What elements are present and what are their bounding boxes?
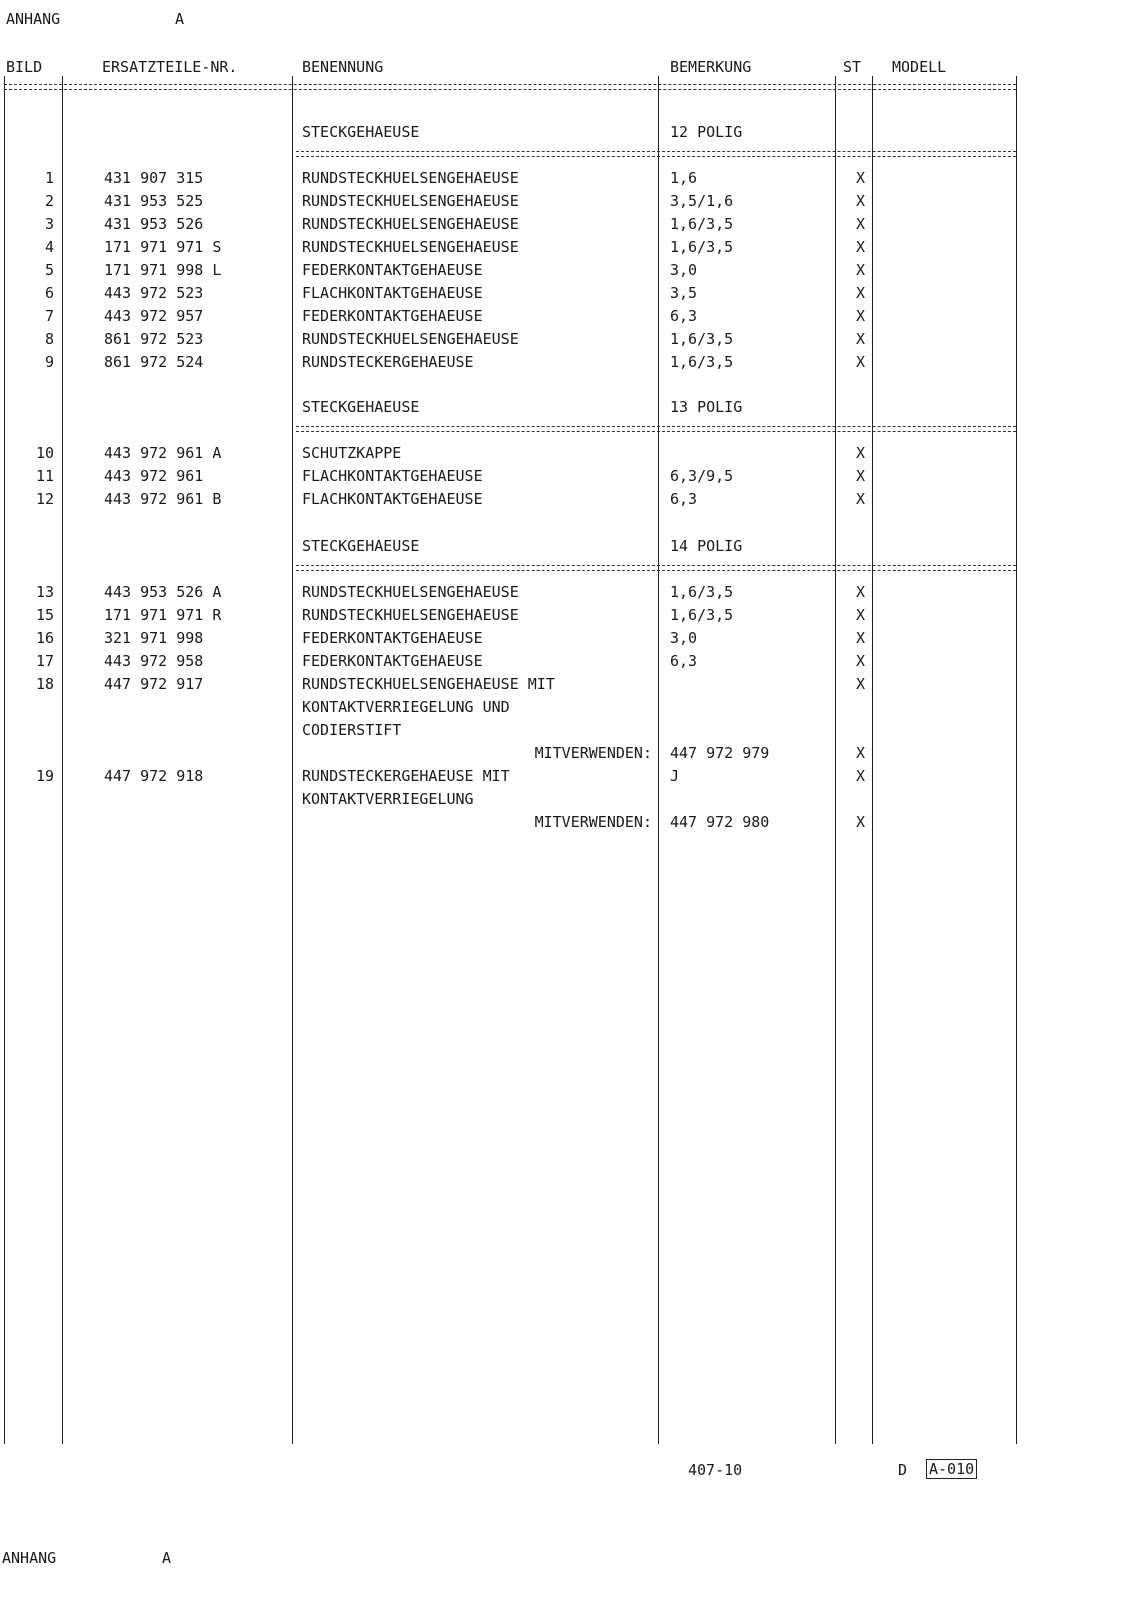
- row-st: X: [856, 583, 866, 601]
- row-bild: 11: [35, 467, 54, 485]
- row-name: KONTAKTVERRIEGELUNG: [302, 790, 474, 808]
- group-separator: [296, 151, 1016, 152]
- col-model: MODELL: [892, 58, 947, 76]
- column-line: [658, 76, 659, 1444]
- row-st: X: [856, 330, 866, 348]
- group-title: STECKGEHAEUSE: [302, 537, 420, 555]
- row-remark: 1,6/3,5: [670, 330, 734, 348]
- row-part-number: 431 953 526: [104, 215, 204, 233]
- bottom-title: ANHANG: [2, 1549, 57, 1567]
- row-remark: 1,6/3,5: [670, 238, 734, 256]
- row-part-number: 443 972 961 A: [104, 444, 222, 462]
- col-bild: BILD: [6, 58, 43, 76]
- col-st: ST: [843, 58, 862, 76]
- row-name: RUNDSTECKHUELSENGEHAEUSE: [302, 606, 519, 624]
- row-bild: 10: [35, 444, 54, 462]
- row-remark: 1,6/3,5: [670, 353, 734, 371]
- row-remark: 6,3/9,5: [670, 467, 734, 485]
- group-separator: [296, 431, 1016, 432]
- row-name: FLACHKONTAKTGEHAEUSE: [302, 467, 483, 485]
- row-bild: 6: [44, 284, 54, 302]
- row-part-number: 443 972 957: [104, 307, 204, 325]
- row-name: FEDERKONTAKTGEHAEUSE: [302, 629, 483, 647]
- row-remark: 6,3: [670, 490, 698, 508]
- row-name: RUNDSTECKHUELSENGEHAEUSE: [302, 192, 519, 210]
- row-remark: 1,6/3,5: [670, 583, 734, 601]
- page-number: 407-10: [688, 1461, 743, 1479]
- row-name: RUNDSTECKHUELSENGEHAEUSE MIT: [302, 675, 555, 693]
- row-part-number: 171 971 971 S: [104, 238, 222, 256]
- row-part-number: 447 972 918: [104, 767, 204, 785]
- row-st: X: [856, 606, 866, 624]
- col-remark: BEMERKUNG: [670, 58, 752, 76]
- column-line: [872, 76, 873, 1444]
- row-part-number: 443 972 523: [104, 284, 204, 302]
- row-remark: 1,6: [670, 169, 698, 187]
- row-st: X: [856, 629, 866, 647]
- col-part-no: ERSATZTEILE-NR.: [102, 58, 238, 76]
- column-line: [835, 76, 836, 1444]
- row-remark: 6,3: [670, 652, 698, 670]
- row-name: FEDERKONTAKTGEHAEUSE: [302, 652, 483, 670]
- row-part-number: 443 953 526 A: [104, 583, 222, 601]
- row-name: FLACHKONTAKTGEHAEUSE: [302, 490, 483, 508]
- section-code: A-010: [926, 1459, 977, 1479]
- row-remark: 3,5/1,6: [670, 192, 734, 210]
- row-bild: 8: [44, 330, 54, 348]
- language-code: D: [898, 1461, 908, 1479]
- group-separator: [296, 570, 1016, 571]
- row-remark: 447 972 979: [670, 744, 770, 762]
- row-bild: 15: [35, 606, 54, 624]
- group-remark: 13 POLIG: [670, 398, 743, 416]
- header-section: A: [175, 10, 185, 28]
- group-title: STECKGEHAEUSE: [302, 398, 420, 416]
- row-name: RUNDSTECKHUELSENGEHAEUSE: [302, 215, 519, 233]
- column-line: [4, 76, 5, 1444]
- row-st: X: [856, 169, 866, 187]
- row-part-number: 443 972 961 B: [104, 490, 222, 508]
- row-part-number: 443 972 961: [104, 467, 204, 485]
- row-st: X: [856, 767, 866, 785]
- row-st: X: [856, 744, 866, 762]
- row-remark: 1,6/3,5: [670, 215, 734, 233]
- row-part-number: 447 972 917: [104, 675, 204, 693]
- row-name: FEDERKONTAKTGEHAEUSE: [302, 307, 483, 325]
- row-bild: 2: [44, 192, 54, 210]
- row-st: X: [856, 238, 866, 256]
- row-remark: 3,5: [670, 284, 698, 302]
- row-remark: 3,0: [670, 261, 698, 279]
- row-name: RUNDSTECKHUELSENGEHAEUSE: [302, 330, 519, 348]
- row-name: RUNDSTECKERGEHAEUSE MIT: [302, 767, 510, 785]
- row-bild: 5: [44, 261, 54, 279]
- row-bild: 3: [44, 215, 54, 233]
- row-remark: J: [670, 767, 680, 785]
- row-st: X: [856, 444, 866, 462]
- group-separator: [296, 565, 1016, 566]
- row-st: X: [856, 652, 866, 670]
- row-part-number: 171 971 971 R: [104, 606, 222, 624]
- row-name: RUNDSTECKERGEHAEUSE: [302, 353, 474, 371]
- row-part-number: 321 971 998: [104, 629, 204, 647]
- row-st: X: [856, 307, 866, 325]
- row-part-number: 171 971 998 L: [104, 261, 222, 279]
- row-bild: 16: [35, 629, 54, 647]
- row-remark: 6,3: [670, 307, 698, 325]
- row-part-number: 861 972 524: [104, 353, 204, 371]
- row-bild: 19: [35, 767, 54, 785]
- row-st: X: [856, 490, 866, 508]
- column-line: [62, 76, 63, 1444]
- group-separator: [296, 426, 1016, 427]
- row-part-number: 861 972 523: [104, 330, 204, 348]
- row-st: X: [856, 261, 866, 279]
- row-name: KONTAKTVERRIEGELUNG UND: [302, 698, 510, 716]
- row-st: X: [856, 353, 866, 371]
- row-remark: 1,6/3,5: [670, 606, 734, 624]
- row-bild: 7: [44, 307, 54, 325]
- row-name: RUNDSTECKHUELSENGEHAEUSE: [302, 583, 519, 601]
- group-title: STECKGEHAEUSE: [302, 123, 420, 141]
- row-remark: 3,0: [670, 629, 698, 647]
- row-name: RUNDSTECKHUELSENGEHAEUSE: [302, 238, 519, 256]
- row-st: X: [856, 675, 866, 693]
- row-bild: 13: [35, 583, 54, 601]
- row-st: X: [856, 284, 866, 302]
- row-bild: 1: [44, 169, 54, 187]
- row-part-number: 431 953 525: [104, 192, 204, 210]
- row-name: MITVERWENDEN:: [534, 813, 652, 831]
- row-name: SCHUTZKAPPE: [302, 444, 402, 462]
- row-name: FLACHKONTAKTGEHAEUSE: [302, 284, 483, 302]
- row-st: X: [856, 813, 866, 831]
- group-remark: 14 POLIG: [670, 537, 743, 555]
- row-bild: 18: [35, 675, 54, 693]
- header-separator-2: [4, 89, 1016, 90]
- row-bild: 17: [35, 652, 54, 670]
- row-name: FEDERKONTAKTGEHAEUSE: [302, 261, 483, 279]
- row-name: CODIERSTIFT: [302, 721, 402, 739]
- column-line: [1016, 76, 1017, 1444]
- row-bild: 4: [44, 238, 54, 256]
- row-st: X: [856, 215, 866, 233]
- row-st: X: [856, 467, 866, 485]
- bottom-section: A: [162, 1549, 172, 1567]
- col-name: BENENNUNG: [302, 58, 384, 76]
- row-bild: 12: [35, 490, 54, 508]
- row-st: X: [856, 192, 866, 210]
- row-bild: 9: [44, 353, 54, 371]
- row-part-number: 431 907 315: [104, 169, 204, 187]
- column-line: [292, 76, 293, 1444]
- header-title: ANHANG: [6, 10, 61, 28]
- row-remark: 447 972 980: [670, 813, 770, 831]
- group-remark: 12 POLIG: [670, 123, 743, 141]
- group-separator: [296, 156, 1016, 157]
- row-name: RUNDSTECKHUELSENGEHAEUSE: [302, 169, 519, 187]
- row-part-number: 443 972 958: [104, 652, 204, 670]
- header-separator: [4, 84, 1016, 85]
- row-name: MITVERWENDEN:: [534, 744, 652, 762]
